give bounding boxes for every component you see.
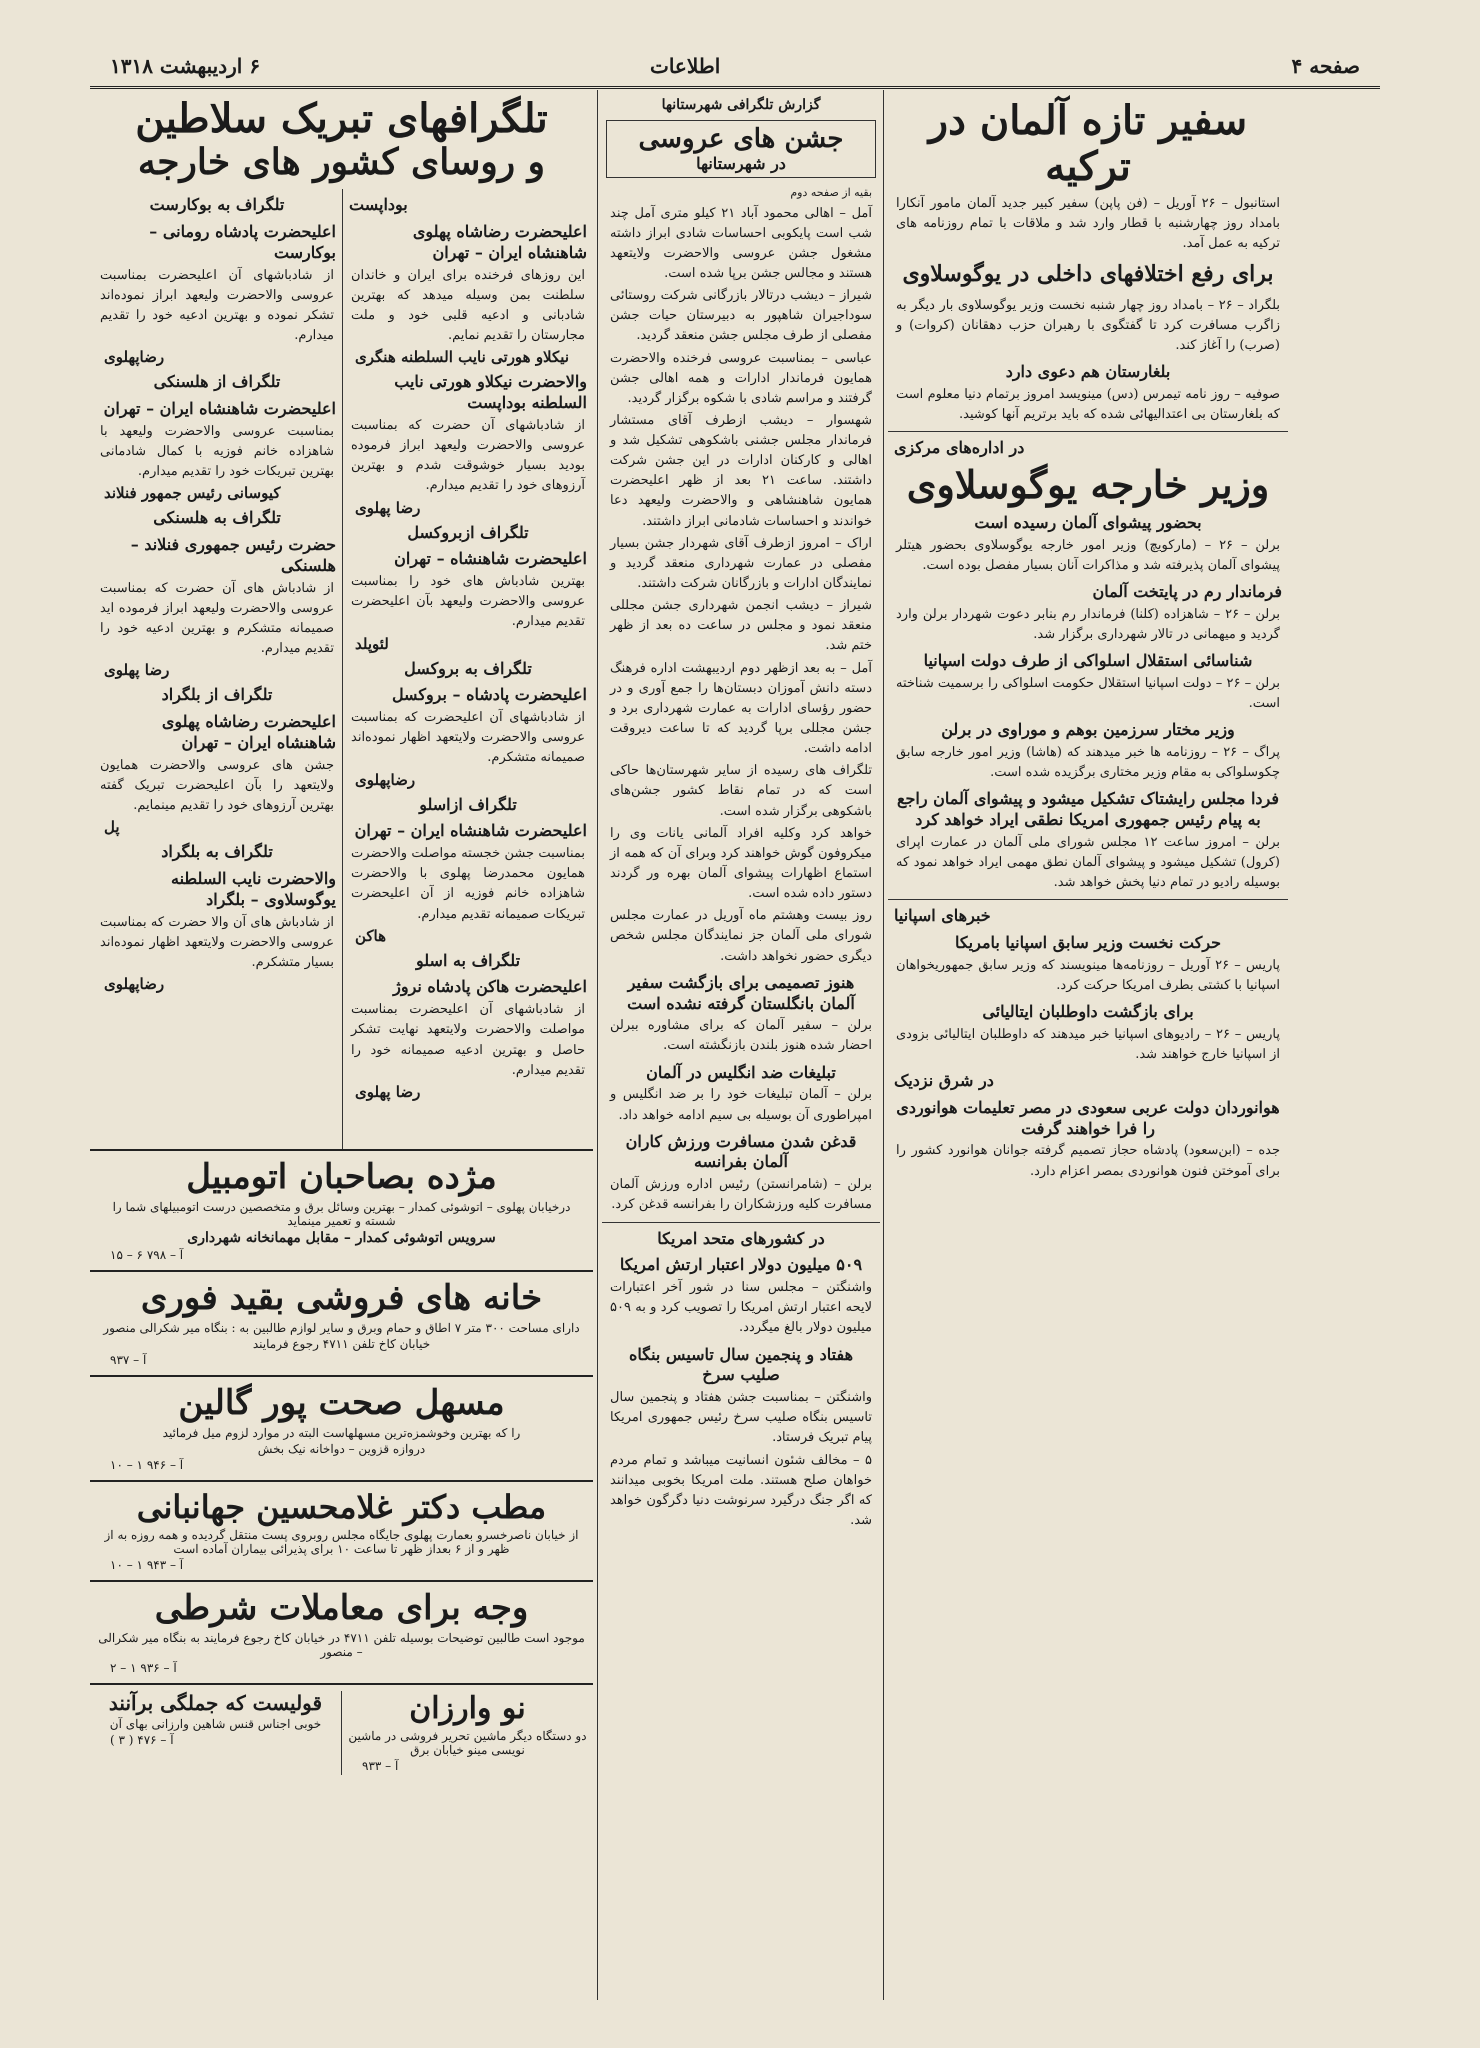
headline-saudi-aviators: هوانوردان دولت عربی سعودی در مصر تعلیمات هوانوردی را فرا خواهند گرفت: [896, 1097, 1280, 1138]
ad-code: آ – ۹۳۷: [110, 1352, 147, 1367]
ad-text: را که بهترین وخوشمزه‌ترین مسهلهاست البته در موارد لزوم میل فرمائید: [162, 1425, 521, 1440]
headline-italian-volunteers: برای بازگشت داوطلبان ایتالیائی: [982, 1001, 1194, 1021]
telegram-signature: رضاپهلوی: [104, 348, 165, 367]
telegram-body: جشن های عروسی والاحضرت همایون ولایتعهد را بآن اعلیحضرت تبریک گفته بهترین آرزوهای خود را تقدیم مینمایم.: [100, 757, 334, 813]
subhead-yugoslav-fm: بحضور پیشوای آلمان رسیده است: [974, 512, 1202, 532]
telegram-head: اعلیحضرت پادشاه – بروکسل: [391, 685, 587, 705]
headline-reichstag: فردا مجلس رایشتاک تشکیل میشود و پیشوای آلمان راجع به پیام رئیس جمهوری امریکا نطقی ایراد خواهد کرد: [897, 789, 1279, 829]
headline-yugoslav-fm: وزیر خارجه یوگوسلاوی: [906, 462, 1270, 508]
report-amol-2: آمل – به بعد ازظهر دوم اردیبهشت اداره فرهنگ دسته دانش آموزان دبستان‌ها را جمع آوری و در حضور رؤسای ادارات به عمارت شهرداری برد و جشن مجللی برپا گردید که تا ساعت دیروقت ادامه داشت.: [610, 660, 872, 757]
ad-code: آ – ۴۷۶ ( ۳ ): [110, 1732, 174, 1747]
tag-oslo: تلگراف ازاسلو: [419, 794, 517, 814]
ad-code: آ – ۹۳۶ ۱ – ۲: [110, 1660, 177, 1675]
ad-title: خانه های فروشی بقید فوری: [140, 1278, 543, 1319]
article-ambassador: استانبول – ۲۶ آوریل – (فن پاپن) سفیر کبیر جدید آلمان مامور آنکارا بامداد روز چهارشنبه با قطار وارد شد و ملاقات با تمام روزنامه های ترکیه به عمل آمد.: [896, 196, 1280, 252]
telegram-signature: پل: [104, 818, 120, 837]
ad-title: وجه برای معاملات شرطی: [154, 1588, 529, 1629]
ad-typewriter: [341, 1691, 593, 1775]
ad-code: آ – ۹۴۳ ۱ – ۱۰: [110, 1558, 184, 1573]
ad-fabrics: [90, 1691, 341, 1775]
column-rule: [597, 90, 598, 2000]
ad-title: مژده بصاحبان اتومبیل: [186, 1157, 497, 1198]
ad-text: از خیابان ناصرخسرو بعمارت پهلوی جایگاه مجلس روبروی پست منتقل گردیده و همه روزه به از ظهر و از ۶ بعداز ظهر تا ساعت ۱۰ برای پذیرائی بیماران آماده است: [104, 1528, 579, 1557]
column-middle: [602, 90, 880, 2000]
column-rule: [883, 90, 884, 2000]
ad-text: موجود است طالبین توضیحات بوسیله تلفن ۴۷۱۱ در خیابان کاخ رجوع فرمایند به بنگاه میر شکرالی – منصور: [98, 1630, 585, 1659]
ad-title: قولیست که جملگی برآنند: [108, 1690, 323, 1715]
telegram-signature: رضا پهلوی: [355, 498, 421, 517]
headline-red-cross: هفتاد و پنجمین سال تاسیس بنگاه صلیب سرخ: [628, 1344, 854, 1385]
telegram-head: والاحضرت نایب السلطنه یوگوسلاوی – بلگراد: [170, 868, 336, 909]
column-right: [888, 90, 1288, 2000]
telegram-body: بمناسبت جشن خجسته مواصلت والاحضرت همایون محمدرضا پهلوی با والاحضرت شاهزاده خانم فوزیه از آن اعلیحضرت تبریکات صمیمانه تقدیم میدارم.: [351, 846, 585, 922]
divider: [888, 899, 1288, 900]
telegram-body: از شادباشهای آن اعلیحضرت که بمناسبت عروسی والاحضرت ولایتعهد اظهار نموده‌اند صمیمانه متشکرم.: [351, 710, 585, 766]
headline-bulgaria: بلغارستان هم دعوی دارد: [1005, 362, 1171, 382]
report-amol: آمل – اهالی محمود آباد ۲۱ کیلو متری آمل چند شب است پایکوبی احساسات شادی ابراز داشته مشغول جشن عروسی والاحضرت ولایتعهد هستند و مجالس جشن برپا شده است.: [610, 205, 872, 281]
headline-yugoslavia-disputes: برای رفع اختلافهای داخلی در یوگوسلاوی: [902, 261, 1274, 288]
article-saudi-aviators: جده – (ابن‌سعود) پادشاه حجاز تصمیم گرفته جوانان هوانورد کشور را برای آموختن فنون هوانوردی بمصر اعزام دارد.: [896, 1143, 1280, 1179]
provinces-title-box: [606, 120, 876, 178]
headline-slovakia: شناسائی استقلال اسلواکی از طرف دولت اسپانیا: [923, 650, 1253, 670]
tag-to-belgrade: تلگراف به بلگراد: [161, 842, 273, 862]
headline-ambassador: سفیر تازه آلمان در ترکیه: [928, 97, 1248, 190]
telegram-head: حضرت رئیس جمهوری فنلاند – هلسنکی: [130, 535, 336, 575]
ad-houses-sale: [90, 1270, 593, 1375]
ad-code: آ – ۹۳۳: [362, 1758, 399, 1773]
report-shiraz: شیراز – دیشب درتالار بازرگانی شرکت روستائی سوداجیران شاهپور به دبیرستان حیات جشن مفصلی از طرف مجلس جشن منعقد گردید.: [610, 288, 872, 344]
tag-brussels-2: تلگراف به بروکسل: [404, 658, 532, 678]
page-number: صفحه ۴: [1291, 54, 1360, 78]
article-spain-pm: پاریس – ۲۶ آوریل – روزنامه‌ها مینویسند که وزیر سابق جمهوریخواهان اسپانیا با کشتی بطرف امریکا حرکت کرد.: [896, 957, 1280, 993]
article-yugoslavia-disputes: بلگراد – ۲۶ – بامداد روز چهار شنبه نخست وزیر یوگوسلاوی بار دیگر به زاگرب مسافرت کرد تا گفتگوی با رهبران حزب دهقانان (کروات) و (صرب) را آغاز کند.: [896, 297, 1280, 353]
headline-rome-governor: فرماندار رم در پایتخت آلمان: [1092, 581, 1282, 601]
divider: [602, 1222, 880, 1223]
telegram-body: بهترین شادباش های خود را بمناسبت عروسی والاحضرت ولیعهد بآن اعلیحضرت تقدیم میدارم.: [351, 574, 585, 630]
telegram-head: اعلیحضرت شاهنشاه ایران – تهران: [103, 399, 336, 419]
article-anti-british: برلن – آلمان تبلیغات خود را بر ضد انگلیس و امپراطوری آن بوسیله بی سیم ادامه خواهد داد.: [610, 1087, 872, 1123]
telegram-body: از شادباشهای آن اعلیحضرت بمناسبت عروسی والاحضرت ولیعهد ابراز نموده‌اند تشکر نموده و بهترین ادعیه خود را تقدیم میدارم.: [100, 267, 334, 344]
article-us-army: واشنگتن – مجلس سنا در شور آخر اعتبارات لایحه اعتبار ارتش امریکا را تصویب کرد و به ۵۰۹ میلیون دولار بالغ میگردد.: [610, 1280, 872, 1336]
section-tag-usa: در کشورهای متحد امریکا: [657, 1228, 825, 1248]
tag-from-helsinki: تلگراف از هلسنکی: [153, 372, 281, 392]
ad-title: مطب دکتر غلامحسین جهانبانی: [136, 1487, 547, 1526]
mid-paragraph: خواهد کرد وکلیه افراد آلمانی یانات وی را میکروفون گوش خواهند کرد وبرای آن که همه از استماع اظهارات پیشوای آلمان بهره ور گردند دستور داده شده است.: [610, 825, 872, 902]
report-arak: اراک – امروز ازطرف آقای شهردار جشن بسیار مفصلی در عمارت شهرداری منعقد گردید و نمایندگان ادارات و بازرگانان شرکت داشتند.: [610, 535, 872, 592]
tel-paragraph: روز بیست وهشتم ماه آوریل در عمارت مجلس شورای ملی آلمان جز نمایندگان مجلس شخص دیگری حضور نخواهد داشت.: [610, 908, 872, 964]
telegrams-grid: [90, 189, 593, 1149]
article-red-cross: واشنگتن – بمناسبت جشن هفتاد و پنجمین سال تاسیس بنگاه صلیب سرخ رئیس جمهوری امریکا پیام تبریک فرستاد.: [610, 1390, 872, 1446]
report-shiraz-2: شیراز – دیشب انجمن شهرداری جشن مجللی منعقد نمود و مجلس در ساعت ده بعد از ظهر ختم شد.: [610, 598, 872, 654]
telegram-head: اعلیحضرت هاکن پادشاه نروژ: [393, 977, 587, 997]
article-bohemia: پراگ – ۲۶ – روزنامه ها خبر میدهند که (هاشا) وزیر امور خارجه سابق چکوسلواکی به مقام وزیر مختاری برگزیده شده است.: [896, 744, 1281, 780]
telegram-head: اعلیحضرت رضاشاه پهلوی شاهنشاه ایران – تهران: [161, 712, 336, 752]
tag-from-belgrade: تلگراف از بلگراد: [161, 685, 273, 705]
telegram-signature: رضا پهلوی: [104, 661, 170, 680]
telegram-signature: هاکن: [355, 926, 387, 945]
tag-to-helsinki: تلگراف به هلسنکی: [153, 508, 281, 528]
ad-doctor: [90, 1480, 593, 1580]
headline-spain-pm: حرکت نخست وزیر سابق اسپانیا بامریکا: [954, 932, 1222, 952]
section-tag-near-east: در شرق نزدیک: [894, 1070, 994, 1090]
telegram-body: از شادباش های آن والا حضرت که بمناسبت عروسی والاحضرت ولایتعهد اظهار نموده‌اند بسیار متشکرم.: [100, 914, 334, 970]
ad-address: خیابان کاخ تلفن ۴۷۱۱ رجوع فرمایند: [252, 1336, 431, 1351]
telegrams-right: [342, 189, 593, 1149]
telegram-head: اعلیحضرت شاهنشاه – تهران: [394, 549, 587, 569]
article-italian-volunteers: پاریس – ۲۶ – رادیوهای اسپانیا خبر میدهند که داوطلبان ایتالیائی بزودی از اسپانیا خارج خواهند شد.: [896, 1026, 1280, 1062]
issue-date: ۶ اردیبهشت ۱۳۱۸: [110, 54, 261, 78]
section-tag-spain: خبرهای اسپانیا: [894, 906, 991, 926]
telegrams-left: [92, 189, 342, 1149]
section-head-provinces: گزارش تلگرافی شهرستانها: [661, 97, 821, 113]
headline-athletes: قدغن شدن مسافرت ورزش کاران آلمان بفرانسه: [625, 1131, 857, 1172]
telegram-signature: رضاپهلوی: [355, 770, 416, 789]
headline-ambassador-return: هنوز تصمیمی برای بازگشت سفیر آلمان بانگلستان گرفته نشده است: [627, 972, 855, 1013]
ad-name: سرویس اتوشوئی کمدار – مقابل مهمانخانه شهرداری: [187, 1230, 496, 1247]
telegram-signature: نیکلاو هورتی نایب السلطنه هنگری: [355, 348, 569, 367]
divider: [888, 431, 1288, 432]
subhead-weddings: در شهرستانها: [696, 154, 786, 174]
headline-anti-british: تبلیغات ضد انگلیس در آلمان: [646, 1062, 836, 1082]
headline-us-army: ۵۰۹ میلیون دولار اعتبار ارتش امریکا: [619, 1255, 863, 1275]
tag-oslo-2: تلگراف به اسلو: [415, 950, 521, 970]
report-closing: تلگراف های رسیده از سایر شهرستان‌ها حاکی است که در تمام نقاط کشور جشن‌های باشکوهی برگزار شده است.: [610, 763, 872, 819]
article-slovakia: برلن – ۲۶ – دولت اسپانیا استقلال حکومت اسلواکی را برسمیت شناخته است.: [896, 675, 1280, 711]
tag-brussels: تلگراف ازبروکسل: [407, 522, 529, 542]
telegram-head: والاحضرت نیکلاو هورتی نایب السلطنه بوداپست: [394, 372, 587, 413]
ad-loans: [90, 1580, 593, 1683]
ad-address: دروازه قزوین – دواخانه نیک بخش: [257, 1441, 426, 1456]
ad-title: مسهل صحت پور گالین: [178, 1382, 505, 1423]
ad-code: آ – ۷۹۸ ۶ – ۱۵: [110, 1248, 184, 1263]
newspaper-name: اطلاعات: [650, 54, 721, 78]
tag-budapest: بوداپست: [349, 195, 408, 215]
ad-laxative: [90, 1375, 593, 1480]
telegram-signature: کیوسانی رئیس جمهور فنلاند: [104, 484, 281, 503]
ad-text: دو دستگاه دیگر ماشین تحریر فروشی در ماشین نویسی مینو خیابان برق: [348, 1728, 587, 1757]
article-ambassador-return: برلن – سفیر آلمان که برای مشاوره ببرلن احضار شده هنوز بلندن بازنگشته است.: [610, 1018, 872, 1054]
telegram-body: از شادباشهای آن اعلیحضرت بمناسبت مواصلت والاحضرت ولایتعهد نهایت تشکر حاصل و بهترین ادعیه صمیمانه خود را تقدیم میدارم.: [351, 1002, 585, 1078]
ad-text: خوبی اجناس قنس شاهین وارزانی بهای آن: [109, 1716, 322, 1731]
telegram-body: بمناسبت عروسی والاحضرت ولیعهد با شاهزاده خانم فوزیه با کمال شادمانی بهترین تبریکات خود را تقدیم میدارم.: [100, 423, 334, 480]
telegram-signature: رضاپهلوی: [104, 974, 165, 993]
headline-telegrams-1: تلگرافهای تبریک سلاطین: [135, 95, 548, 142]
article-bulgaria: صوفیه – روز نامه تیمرس (دس) مینویسد امروز برتمام دنیا معلوم است که بلغارستان بی اعتدالیهائی شده که باید برتریم آنها کوشید.: [896, 386, 1280, 423]
continued-note: بقیه از صفحه دوم: [790, 186, 872, 200]
ad-code: آ – ۹۴۶ ۱ – ۱۰: [110, 1457, 184, 1472]
report-shahsavar: شهسوار – دیشب ازطرف آقای مستشار فرماندار مجلس جشنی باشکوهی تشکیل شد و اهالی و کارکنان ادارات در این جشن شرکت داشتند. ساعت ۲۱ بعد از ظهر اعلیحضرت همایون شاهنشاهی و والاحضرت ولیعهد دعا خواندند و احساسات شادمانی ابراز داشتند.: [610, 412, 872, 529]
ad-text: دارای مساحت ۳۰۰ متر ۷ اطاق و حمام وبرق و سایر لوازم طالبین به : بنگاه میر شکرالی منصور: [103, 1320, 580, 1335]
article-lower: ۵ – مخالف شئون انسانیت میباشد و تمام مردم خواهان صلح هستند. ملت امریکا بخوبی میدانند که اگر جنگ درگیرد سرنوشت دنیا دگرگون خواهد شد.: [610, 1452, 872, 1528]
section-tag-ministries: در اداره‌های مرکزی: [894, 438, 1025, 458]
headline-telegrams-2: و روسای کشور های خارجه: [137, 141, 546, 183]
column-left: [90, 90, 593, 2000]
telegram-signature: لئوپلد: [355, 634, 389, 653]
ad-bottom-row: [90, 1683, 593, 1781]
page-header: [90, 52, 1380, 89]
headline-bohemia: وزیر مختار سرزمین بوهم و موراوی در برلن: [941, 719, 1235, 739]
article-athletes: برلن – (شامرانستن) رئیس اداره ورزش آلمان مسافرت کلیه ورزشکاران را بفرانسه قدغن کرد.: [610, 1177, 872, 1213]
telegram-body: از شادباشهای آن حضرت که بمناسبت عروسی والاحضرت ولیعهد ابراز فرموده بودید بسیار خوشوقت شدم و بهترین آرزوهای خود را تقدیم میدارم.: [351, 417, 585, 494]
telegram-head: اعلیحضرت پادشاه رومانی – بوکارست: [149, 222, 336, 262]
article-yugoslav-fm: برلن – ۲۶ – (مارکویچ) وزیر امور خارجه یوگوسلاوی بحضور هیتلر پیشوای آلمان پذیرفته شد و مذاکرات آنان بسیار مفصل بوده است.: [896, 537, 1281, 573]
report-abbasi: عباسی – بمناسبت عروسی فرخنده والاحضرت همایون فرماندار ادارات و همه اهالی جشن گرفتند و مراسم شادی با شکوه برگزار گردید.: [610, 350, 872, 406]
article-reichstag: برلن – امروز ساعت ۱۲ مجلس شورای ملی آلمان در عمارت اپرای (کرول) تشکیل میشود و پیشوای آلمان نطق مهمی ایراد خواهد نمود که بوسیله رادیو در تمام دنیا پخش خواهد شد.: [896, 834, 1280, 890]
ad-text: درخیابان پهلوی – اتوشوئی کمدار – بهترین وسائل برق و متخصصین درست اتومبیلهای شما را شسته و تعمیر مینماید: [112, 1200, 571, 1229]
ad-car-owners: [90, 1149, 593, 1270]
tag-bucharest: تلگراف به بوکارست: [149, 195, 285, 215]
ad-title: نو وارزان: [409, 1690, 526, 1726]
telegram-head: اعلیحضرت شاهنشاه ایران – تهران: [354, 821, 587, 841]
telegram-signature: رضا پهلوی: [355, 1082, 421, 1101]
headline-weddings: جشن های عروسی: [638, 124, 844, 155]
telegram-body: این روزهای فرخنده برای ایران و خاندان سلطنت بمن وسیله میدهد که بهترین شادبانی و ادعیه قلبی خود و ملت مجارستان را تقدیم نمایم.: [351, 267, 585, 344]
telegram-head: اعلیحضرت رضاشاه پهلوی شاهنشاه ایران – تهران: [412, 222, 587, 262]
article-rome-governor: برلن – ۲۶ – شاهزاده (کلنا) فرماندار رم بنابر دعوت شهردار برلن وارد گردید و میهمانی در تالار شهرداری برگزار شد.: [896, 606, 1280, 642]
telegram-body: از شادباش های آن حضرت که بمناسبت عروسی والاحضرت ولیعهد ابراز فرموده اید صمیمانه متشکرم و بهترین ادعیه خود را تقدیم میدارم.: [100, 580, 334, 657]
